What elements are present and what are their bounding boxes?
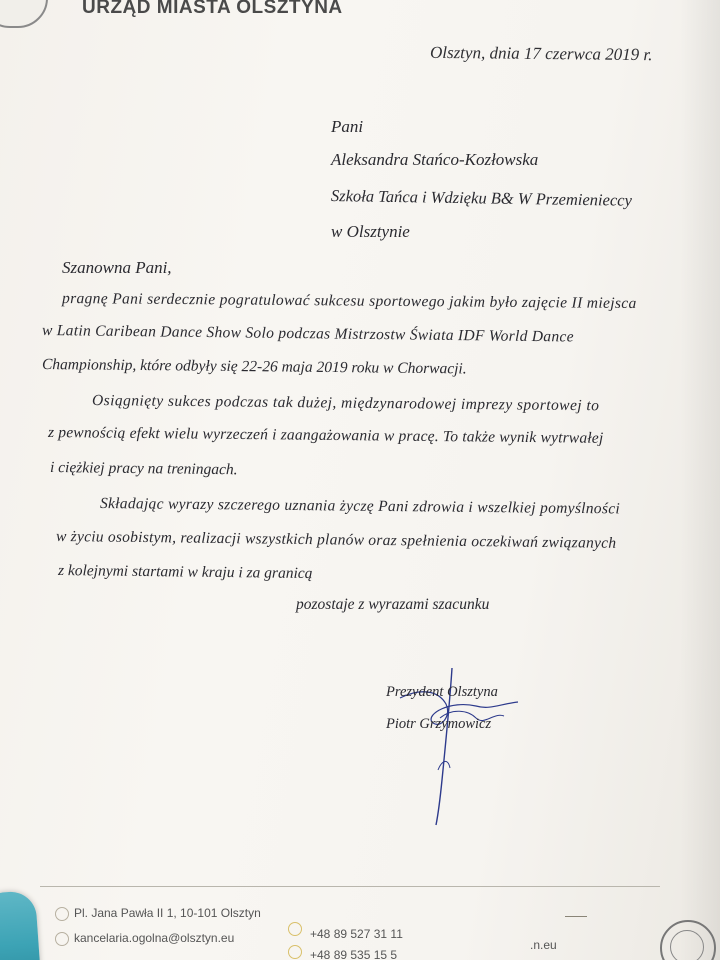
closing-line: pozostaje z wyrazami szacunku bbox=[296, 596, 490, 613]
recipient-organization: Szkoła Tańca i Wdzięku B& W Przemienieccy bbox=[330, 186, 633, 210]
body-line: pragnę Pani serdecznie pogratulować sukcesu sportowego jakim było zajęcie II miejsca bbox=[61, 290, 637, 313]
office-header: URZĄD MIASTA OLSZTYNA bbox=[82, 0, 343, 18]
fingertip-overlay bbox=[0, 890, 41, 960]
body-line: z kolejnymi startami w kraju i za granicą bbox=[57, 562, 313, 583]
recipient-name: Aleksandra Stańco-Kozłowska bbox=[331, 150, 539, 169]
signatory-title: Prezydent Olsztyna bbox=[386, 684, 498, 700]
email-icon bbox=[55, 932, 69, 946]
body-line: Osiągnięty sukces podczas tak dużej, międzynarodowej imprezy sportowej to bbox=[91, 392, 600, 415]
signatory-name: Piotr Grzymowicz bbox=[386, 716, 492, 732]
footer-divider bbox=[40, 886, 660, 887]
footer-email: kancelaria.ogolna@olsztyn.eu bbox=[74, 931, 235, 945]
footer-phone: +48 89 527 31 11 bbox=[310, 927, 403, 941]
footer-address: Pl. Jana Pawła II 1, 10-101 Olsztyn bbox=[74, 906, 261, 920]
body-line: w życiu osobistym, realizacji wszystkich planów oraz spełnienia oczekiwań związanych bbox=[55, 528, 617, 552]
footer-website: .n.eu bbox=[530, 938, 557, 952]
body-line: i ciężkiej pracy na treningach. bbox=[49, 459, 238, 479]
footer-dash bbox=[565, 916, 587, 917]
page-shadow bbox=[680, 0, 720, 960]
body-line: Championship, które odbyły się 22-26 maja 2019 roku w Chorwacji. bbox=[41, 356, 467, 378]
recipient-city: w Olsztynie bbox=[331, 222, 410, 241]
body-line: Składając wyrazy szczerego uznania życzę Pani zdrowia i wszelkiej pomyślności bbox=[99, 495, 621, 518]
phone-icon bbox=[288, 922, 302, 936]
location-icon bbox=[55, 907, 69, 921]
body-line: z pewnością efekt wielu wyrzeczeń i zaangażowania w pracę. To także wynik wytrwałej bbox=[47, 424, 604, 447]
footer-phone-2: +48 89 535 15 5 bbox=[310, 948, 398, 960]
letter-date: Olsztyn, dnia 17 czerwca 2019 r. bbox=[429, 42, 653, 65]
recipient-title: Pani bbox=[331, 117, 364, 136]
fax-icon bbox=[288, 945, 302, 959]
city-crest-icon bbox=[0, 0, 48, 28]
body-line: w Latin Caribean Dance Show Solo podczas Mistrzostw Świata IDF World Dance bbox=[41, 322, 574, 346]
salutation: Szanowna Pani, bbox=[62, 258, 172, 277]
